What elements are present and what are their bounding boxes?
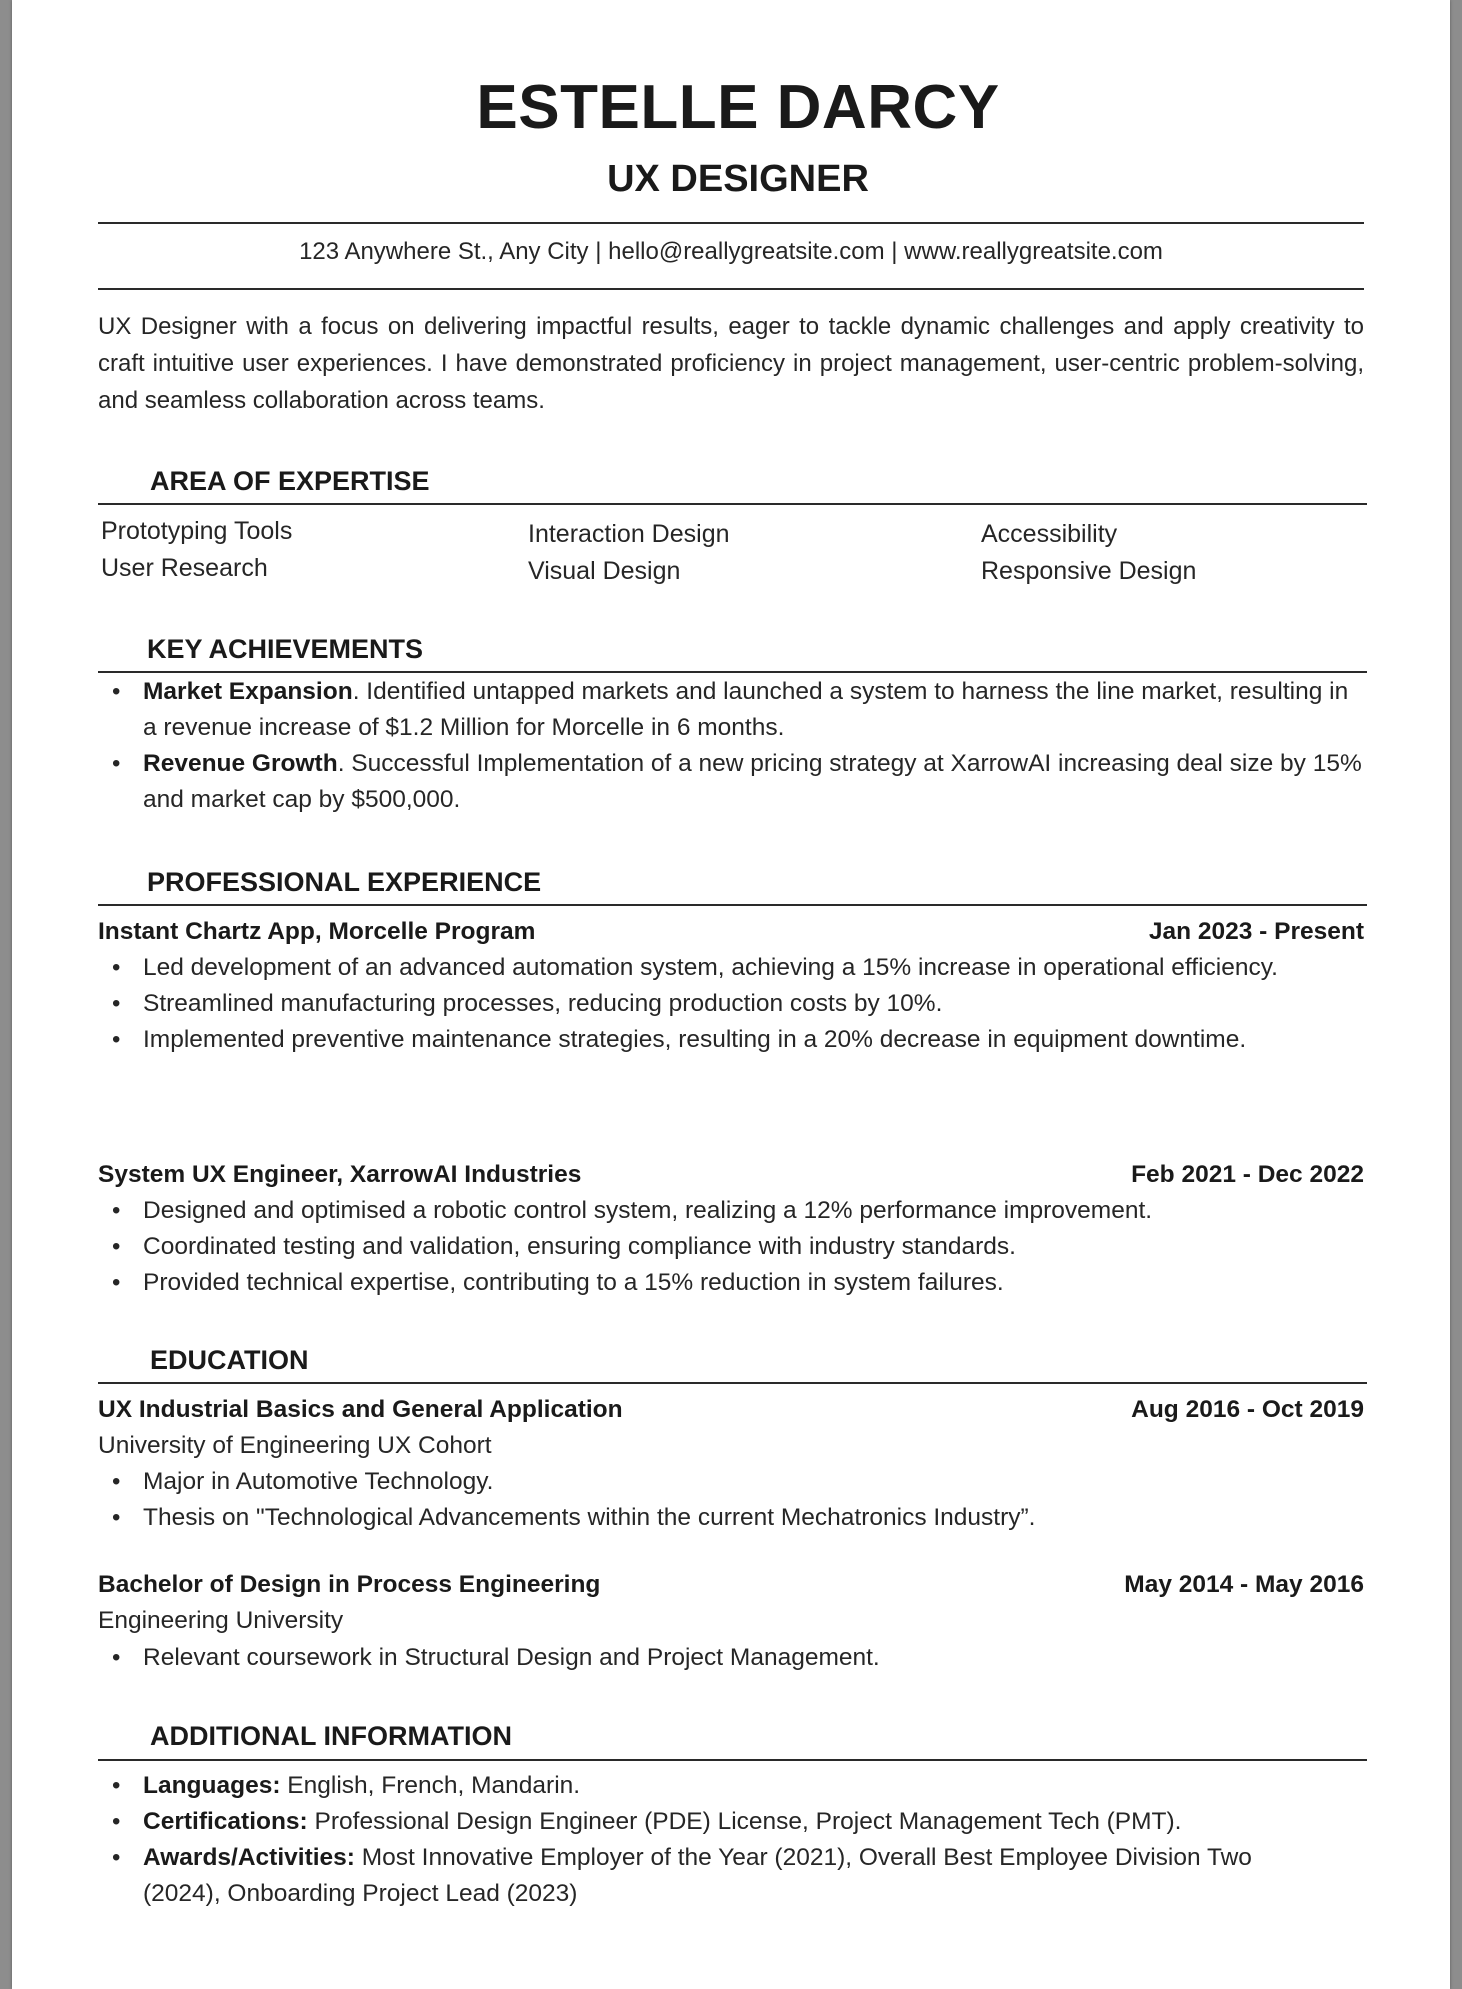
job-dates: Jan 2023 - Present — [1148, 918, 1364, 945]
achievement-text: . Successful Implementation of a new pricing strategy at XarrowAI increasing deal size by 15% and market cap by $500,000. — [143, 750, 1362, 813]
additional-list — [98, 1768, 1313, 1912]
list-item: • Coordinated testing and validation, ensuring compliance with industry standards. — [98, 1229, 1364, 1265]
list-item: • Major in Automotive Technology. — [98, 1464, 1364, 1500]
school-name: Engineering University — [98, 1607, 344, 1634]
summary-paragraph: UX Designer with a focus on delivering impactful results, eager to tackle dynamic challenges and apply creativity to craft intuitive user experiences. I have demonstrated proficiency in project management, user-centric problem-solving, and seamless collaboration across teams. — [98, 313, 1364, 414]
achievement-text: . Identified untapped markets and launched a system to harness the line market, resulting in a revenue increase of $1.2 Million for Morcelle in 6 months. — [143, 678, 1349, 741]
degree-dates: Aug 2016 - Oct 2019 — [1131, 1396, 1364, 1423]
achievements-list — [98, 674, 1364, 818]
expertise-item: Visual Design — [528, 557, 681, 585]
degree-dates: May 2014 - May 2016 — [1124, 1571, 1364, 1598]
expertise-column-2 — [528, 516, 730, 590]
job-bullets — [98, 1193, 1364, 1301]
list-item — [98, 746, 1364, 818]
list-item — [98, 1768, 1313, 1804]
achievement-label: Market Expansion — [143, 678, 353, 705]
divider-top — [98, 222, 1364, 224]
expertise-item: Interaction Design — [528, 520, 730, 548]
divider-achievements — [98, 671, 1367, 673]
degree-title: UX Industrial Basics and General Application — [98, 1396, 623, 1423]
degree-title: Bachelor of Design in Process Engineering — [98, 1571, 601, 1598]
section-title-achievements: KEY ACHIEVEMENTS — [147, 634, 424, 664]
divider-education — [98, 1382, 1367, 1384]
info-label: Certifications: — [143, 1808, 308, 1835]
list-item: • Led development of an advanced automation system, achieving a 15% increase in operational efficiency. — [98, 950, 1278, 986]
list-item: • Implemented preventive maintenance strategies, resulting in a 20% decrease in equipment downtime. — [98, 1022, 1278, 1058]
job-dates: Feb 2021 - Dec 2022 — [1131, 1161, 1364, 1188]
school-name: University of Engineering UX Cohort — [98, 1432, 492, 1459]
info-text: English, French, Mandarin. — [280, 1772, 581, 1799]
job-title: Instant Chartz App, Morcelle Program — [98, 918, 536, 945]
list-item: • Streamlined manufacturing processes, reducing production costs by 10%. — [98, 986, 1278, 1022]
list-item — [98, 674, 1364, 746]
divider-contact — [98, 288, 1364, 290]
info-label: Languages: — [143, 1772, 281, 1799]
list-item: • Provided technical expertise, contributing to a 15% reduction in system failures. — [98, 1265, 1364, 1301]
info-text: Most Innovative Employer of the Year (2021), Overall Best Employee Division Two (2024), Onboarding Project Lead (2023) — [143, 1844, 1252, 1907]
job-bullets — [98, 950, 1278, 1058]
expertise-item: Accessibility — [981, 520, 1118, 548]
list-item: • Thesis on "Technological Advancements within the current Mechatronics Industry”. — [98, 1500, 1364, 1536]
expertise-column-1 — [101, 513, 292, 587]
expertise-column-3 — [981, 516, 1196, 590]
list-item — [98, 1804, 1313, 1840]
divider-expertise — [98, 503, 1367, 505]
expertise-item: Prototyping Tools — [101, 517, 293, 545]
candidate-name: ESTELLE DARCY — [476, 73, 1000, 142]
list-item: • Relevant coursework in Structural Design and Project Management. — [98, 1640, 1364, 1676]
education-bullets — [98, 1464, 1364, 1536]
info-text: Professional Design Engineer (PDE) License, Project Management Tech (PMT). — [307, 1808, 1182, 1835]
divider-experience — [98, 904, 1367, 906]
candidate-role: UX DESIGNER — [607, 158, 869, 200]
info-label: Awards/Activities: — [143, 1844, 355, 1871]
list-item: • Designed and optimised a robotic control system, realizing a 12% performance improvement. — [98, 1193, 1364, 1229]
list-item — [98, 1840, 1313, 1912]
section-title-expertise: AREA OF EXPERTISE — [150, 466, 430, 496]
job-title: System UX Engineer, XarrowAI Industries — [98, 1161, 582, 1188]
achievement-label: Revenue Growth — [143, 750, 338, 777]
expertise-item: User Research — [101, 554, 268, 582]
education-bullets — [98, 1640, 1364, 1676]
section-title-additional: ADDITIONAL INFORMATION — [150, 1721, 512, 1751]
contact-line: 123 Anywhere St., Any City | hello@reallygreatsite.com | www.reallygreatsite.com — [299, 238, 1163, 265]
section-title-education: EDUCATION — [150, 1345, 309, 1375]
section-title-experience: PROFESSIONAL EXPERIENCE — [147, 867, 542, 897]
resume-page — [12, 0, 1450, 1989]
expertise-item: Responsive Design — [981, 557, 1197, 585]
divider-additional — [98, 1759, 1367, 1761]
